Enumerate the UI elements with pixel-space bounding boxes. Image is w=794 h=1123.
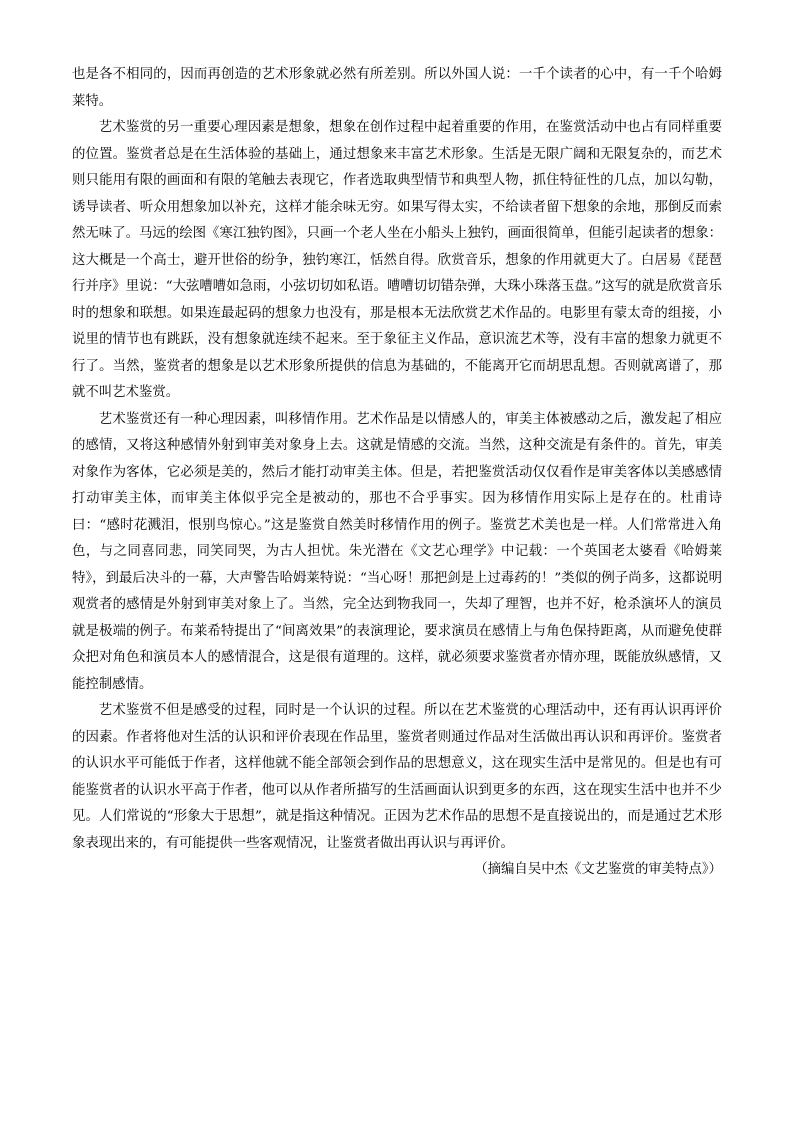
source-citation: （摘编自吴中杰《文艺鉴赏的审美特点》）: [474, 862, 722, 877]
paragraph-empathy: 艺术鉴赏还有一种心理因素，叫移情作用。艺术作品是以情感人的，审美主体被感动之后，激发起了相应的感情，又将这种感情外射到审美对象身上去。这就是情感的交流。当然，这种交流是有条件的。首先，审美对象作为客体，它必须是美的，然后才能打动审美主体。但是，若把鉴赏活动仅仅看作是审美客体以美感感情打动审美主体，而审美主体似乎完全是被动的，那也不合乎事实。因为移情作用实际上是存在的。杜甫诗曰：“感时花溅泪，恨别鸟惊心。”这是鉴赏自然美时移情作用的例子。鉴赏艺术美也是一样。人们常常进入角色，与之同喜同悲，同笑同哭，为古人担忧。朱光潜在《文艺心理学》中记载：一个英国老太婆看《哈姆莱特》，到最后决斗的一幕，大声警告哈姆莱特说：“当心呀！那把剑是上过毒药的！”类似的例子尚多，这都说明观赏者的感情是外射到审美对象上了。当然，完全达到物我同一，失却了理智，也并不好，枪杀演坏人的演员就是极端的例子。布莱希特提出了“间离效果”的表演理论，要求演员在感情上与角色保持距离，从而避免使群众把对角色和演员本人的感情混合，这是很有道理的。这样，就必须要求鉴赏者亦情亦理，既能放纵感情，又能控制感情。: [72, 411, 722, 692]
article-page: [72, 62, 722, 884]
paragraph-imagination: 艺术鉴赏的另一重要心理因素是想象，想象在创作过程中起着重要的作用，在鉴赏活动中也占有同样重要的位置。鉴赏者总是在生活体验的基础上，通过想象来丰富艺术形象。生活是无限广阔和无限复杂的，而艺术则只能用有限的画面和有限的笔触去表现它，作者选取典型情节和典型人物，抓住特征性的几点，加以勾勒，诱导读者、听众用想象加以补充，这样才能余味无穷。如果写得太实，不给读者留下想象的余地，那倒反而索然无味了。马远的绘图《寒江独钓图》，只画一个老人坐在小船头上独钓，画面很简单，但能引起读者的想象：这大概是一个高士，避开世俗的纷争，独钓寒江，恬然自得。欣赏音乐，想象的作用就更大了。白居易《琵琶行并序》里说：“大弦嘈嘈如急雨，小弦切切如私语。嘈嘈切切错杂弹，大珠小珠落玉盘。”这写的就是欣赏音乐时的想象和联想。如果连最起码的想象力也没有，那是根本无法欣赏艺术作品的。电影里有蒙太奇的组接，小说里的情节也有跳跃，没有想象就连续不起来。至于象征主义作品，意识流艺术等，没有丰富的想象力就更不行了。当然，鉴赏者的想象是以艺术形象所提供的信息为基础的，不能离开它而胡思乱想。否则就离谱了，那就不叫艺术鉴赏。: [72, 120, 722, 400]
paragraph-continuation: 也是各不相同的，因而再创造的艺术形象就必然有所差别。所以外国人说：一千个读者的心中，有一千个哈姆莱特。: [72, 67, 722, 109]
paragraph-recognition: 艺术鉴赏不但是感受的过程，同时是一个认识的过程。所以在艺术鉴赏的心理活动中，还有再认识再评价的因素。作者将他对生活的认识和评价表现在作品里，鉴赏者则通过作品对生活做出再认识和再评价。鉴赏者的认识水平可能低于作者，这样他就不能全部领会到作品的思想意义，这在现实生活中是常见的。但是也有可能鉴赏者的认识水平高于作者，他可以从作者所描写的生活画面认识到更多的东西，这在现实生活中也并不少见。人们常说的“形象大于思想”，就是指这种情况。正因为艺术作品的思想不是直接说出的，而是通过艺术形象表现出来的，有可能提供一些客观情况，让鉴赏者做出再认识与再评价。: [72, 703, 722, 851]
